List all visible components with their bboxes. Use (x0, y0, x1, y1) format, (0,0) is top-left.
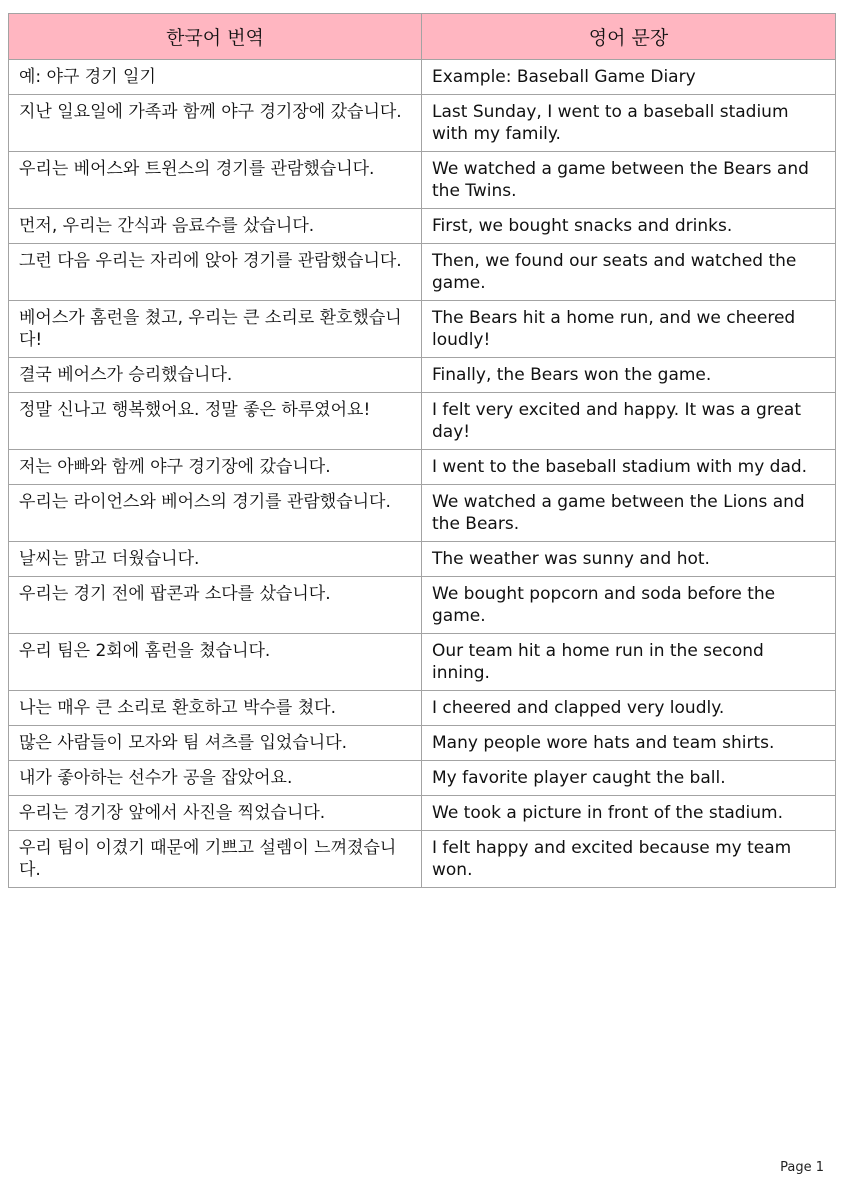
cell-english: The Bears hit a home run, and we cheered loudly! (422, 301, 836, 358)
table-header-row (9, 14, 836, 60)
cell-english: We watched a game between the Bears and the Twins. (422, 152, 836, 209)
cell-korean: 날씨는 맑고 더웠습니다. (9, 542, 422, 577)
cell-korean: 저는 아빠와 함께 야구 경기장에 갔습니다. (9, 450, 422, 485)
table-row (9, 95, 836, 152)
table-row (9, 761, 836, 796)
cell-english: Our team hit a home run in the second inning. (422, 634, 836, 691)
table-row (9, 796, 836, 831)
column-header-korean: 한국어 번역 (9, 14, 422, 60)
cell-korean: 예: 야구 경기 일기 (9, 60, 422, 95)
cell-english: We bought popcorn and soda before the game. (422, 577, 836, 634)
table-row (9, 152, 836, 209)
cell-korean: 우리 팀은 2회에 홈런을 쳤습니다. (9, 634, 422, 691)
translation-table (8, 13, 836, 888)
page-number: Page 1 (780, 1160, 824, 1175)
table-row (9, 358, 836, 393)
cell-english: We watched a game between the Lions and the Bears. (422, 485, 836, 542)
cell-korean: 정말 신나고 행복했어요. 정말 좋은 하루였어요! (9, 393, 422, 450)
cell-english: We took a picture in front of the stadium. (422, 796, 836, 831)
table-row (9, 393, 836, 450)
cell-english: I cheered and clapped very loudly. (422, 691, 836, 726)
column-header-english: 영어 문장 (422, 14, 836, 60)
cell-korean: 우리 팀이 이겼기 때문에 기쁘고 설렘이 느껴졌습니다. (9, 831, 422, 888)
cell-english: Example: Baseball Game Diary (422, 60, 836, 95)
cell-korean: 우리는 경기장 앞에서 사진을 찍었습니다. (9, 796, 422, 831)
cell-korean: 먼저, 우리는 간식과 음료수를 샀습니다. (9, 209, 422, 244)
table-row (9, 726, 836, 761)
table-row (9, 301, 836, 358)
table-row (9, 577, 836, 634)
table-row (9, 691, 836, 726)
cell-english: First, we bought snacks and drinks. (422, 209, 836, 244)
cell-english: I felt very excited and happy. It was a great day! (422, 393, 836, 450)
cell-english: Last Sunday, I went to a baseball stadium with my family. (422, 95, 836, 152)
table-row (9, 542, 836, 577)
cell-korean: 베어스가 홈런을 쳤고, 우리는 큰 소리로 환호했습니다! (9, 301, 422, 358)
table-body (9, 60, 836, 888)
table-row (9, 209, 836, 244)
cell-english: Many people wore hats and team shirts. (422, 726, 836, 761)
table-row (9, 60, 836, 95)
cell-korean: 지난 일요일에 가족과 함께 야구 경기장에 갔습니다. (9, 95, 422, 152)
cell-english: The weather was sunny and hot. (422, 542, 836, 577)
cell-english: I felt happy and excited because my team won. (422, 831, 836, 888)
cell-korean: 우리는 베어스와 트윈스의 경기를 관람했습니다. (9, 152, 422, 209)
cell-korean: 그런 다음 우리는 자리에 앉아 경기를 관람했습니다. (9, 244, 422, 301)
cell-english: I went to the baseball stadium with my dad. (422, 450, 836, 485)
cell-korean: 결국 베어스가 승리했습니다. (9, 358, 422, 393)
cell-korean: 우리는 경기 전에 팝콘과 소다를 샀습니다. (9, 577, 422, 634)
cell-korean: 나는 매우 큰 소리로 환호하고 박수를 쳤다. (9, 691, 422, 726)
table-row (9, 244, 836, 301)
table-row (9, 485, 836, 542)
cell-korean: 많은 사람들이 모자와 팀 셔츠를 입었습니다. (9, 726, 422, 761)
table-row (9, 450, 836, 485)
cell-korean: 내가 좋아하는 선수가 공을 잡았어요. (9, 761, 422, 796)
table-row (9, 831, 836, 888)
cell-english: Finally, the Bears won the game. (422, 358, 836, 393)
table-row (9, 634, 836, 691)
cell-english: Then, we found our seats and watched the game. (422, 244, 836, 301)
cell-english: My favorite player caught the ball. (422, 761, 836, 796)
cell-korean: 우리는 라이언스와 베어스의 경기를 관람했습니다. (9, 485, 422, 542)
